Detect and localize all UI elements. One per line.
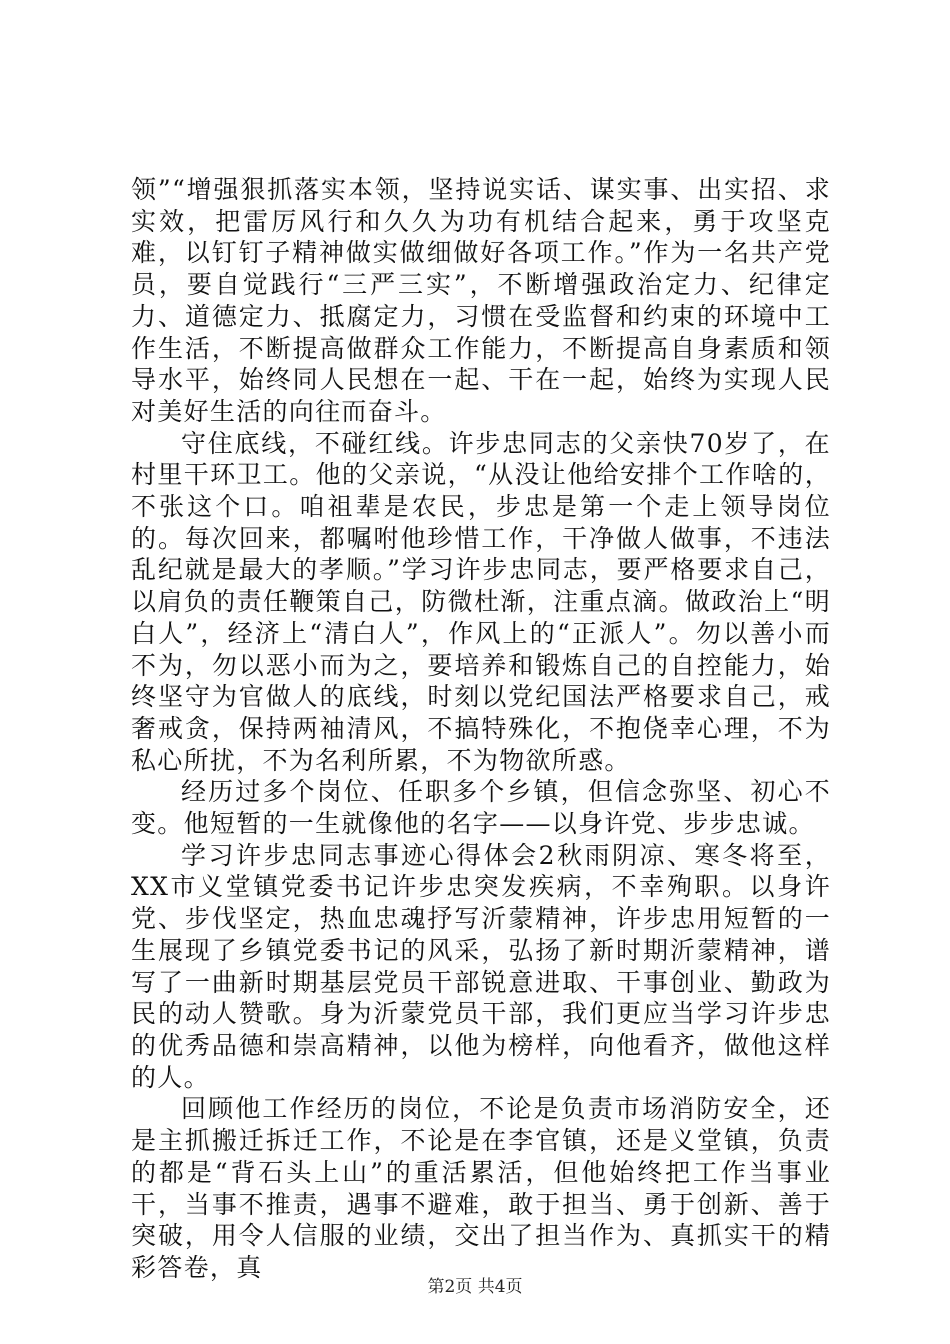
document-body — [131, 174, 831, 1284]
paragraph-3: 经历过多个岗位、任职多个乡镇，但信念弥坚、初心不变。他短暂的一生就像他的名字——以身许党、步步忠诚。 — [131, 777, 831, 839]
paragraph-1: 领”“增强狠抓落实本领，坚持说实话、谋实事、出实招、求实效，把雷厉风行和久久为功有机结合起来，勇于攻坚克难，以钉钉子精神做实做细做好各项工作。”作为一名共产党员，要自觉践行“三严三实”，不断增强政治定力、纪律定力、道德定力、抵腐定力，习惯在受监督和约束的环境中工作生活，不断提高做群众工作能力，不断提高自身素质和领导水平，始终同人民想在一起、干在一起，始终为实现人民对美好生活的向往而奋斗。 — [131, 175, 831, 426]
paragraph-2: 守住底线，不碰红线。许步忠同志的父亲快70岁了，在村里干环卫工。他的父亲说，“从没让他给安排个工作啥的，不张这个口。咱祖辈是农民，步忠是第一个走上领导岗位的。每次回来，都嘱咐他珍惜工作，干净做人做事，不违法乱纪就是最大的孝顺。”学习许步忠同志，要严格要求自己，以肩负的责任鞭策自己，防微杜渐，注重点滴。做政治上“明白人”，经济上“清白人”，作风上的“正派人”。勿以善小而不为，勿以恶小而为之，要培养和锻炼自己的自控能力，始终坚守为官做人的底线，时刻以党纪国法严格要求自己，戒奢戒贪，保持两袖清风，不搞特殊化，不抱侥幸心理，不为私心所扰，不为名利所累，不为物欲所惑。 — [131, 428, 831, 775]
paragraph-5: 回顾他工作经历的岗位，不论是负责市场消防安全，还是主抓搬迁拆迁工作，不论是在李官镇，还是义堂镇，负责的都是“背石头上山”的重活累活，但他始终把工作当事业干，当事不推责，遇事不避难，敢于担当、勇于创新、善于突破，用令人信服的业绩，交出了担当作为、真抓实干的精彩答卷，真 — [131, 1094, 831, 1282]
paragraph-4: 学习许步忠同志事迹心得体会2秋雨阴凉、寒冬将至，XX市义堂镇党委书记许步忠突发疾病，不幸殉职。以身许党、步伐坚定，热血忠魂抒写沂蒙精神，许步忠用短暂的一生展现了乡镇党委书记的风采，弘扬了新时期沂蒙精神，谱写了一曲新时期基层党员干部锐意进取、干事创业、勤政为民的动人赞歌。身为沂蒙党员干部，我们更应当学习许步忠的优秀品德和崇高精神，以他为榜样，向他看齐，做他这样的人。 — [131, 840, 831, 1092]
page-footer: 第2页 共4页 — [427, 1277, 523, 1297]
